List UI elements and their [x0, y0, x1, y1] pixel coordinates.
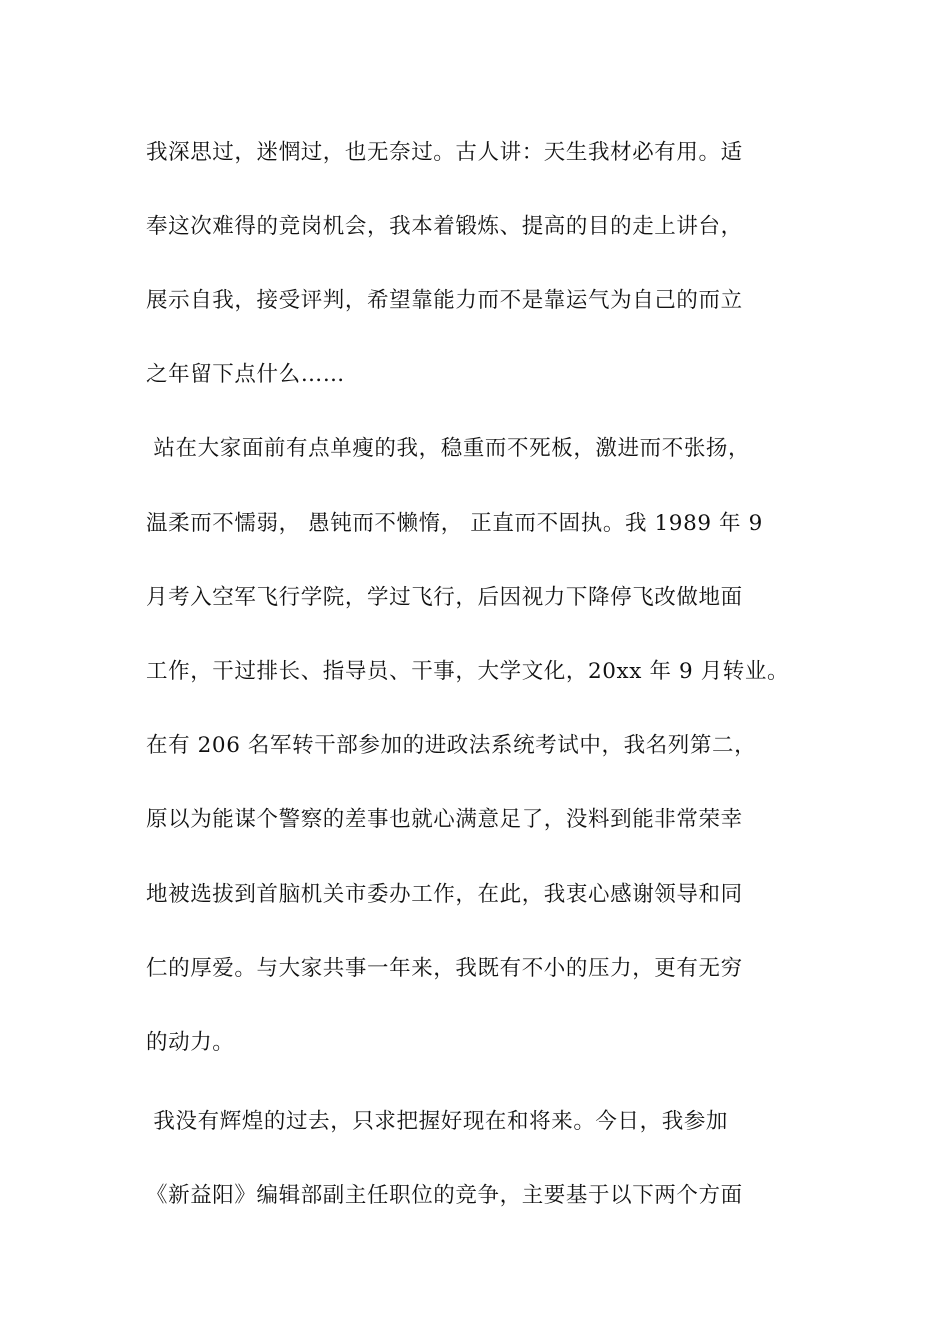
text-line: 的动力。 — [146, 1030, 235, 1055]
text-line: 奉这次难得的竞岗机会，我本着锻炼、提高的目的走上讲台， — [146, 214, 743, 239]
text-line: 温柔而不懦弱， 愚钝而不懒惰， 正直而不固执。我 1989 年 9 — [146, 511, 763, 536]
text-line: 展示自我，接受评判，希望靠能力而不是靠运气为自己的而立 — [146, 288, 743, 313]
text-line: 我没有辉煌的过去，只求把握好现在和将来。今日，我参加 — [146, 1109, 729, 1134]
text-line: 在有 206 名军转干部参加的进政法系统考试中，我名列第二， — [146, 733, 757, 758]
text-line: 《新益阳》编辑部副主任职位的竞争，主要基于以下两个方面 — [146, 1183, 743, 1208]
text-line: 之年留下点什么…… — [146, 362, 345, 387]
text-line: 地被选拔到首脑机关市委办工作，在此，我衷心感谢领导和同 — [146, 882, 743, 907]
text-line: 原以为能谋个警察的差事也就心满意足了，没料到能非常荣幸 — [146, 807, 743, 832]
text-line: 我深思过，迷惘过，也无奈过。古人讲：天生我材必有用。适 — [146, 140, 743, 165]
text-line: 站在大家面前有点单瘦的我，稳重而不死板，激进而不张扬， — [146, 436, 751, 461]
text-line: 工作，干过排长、指导员、干事，大学文化，20xx 年 9 月转业。 — [146, 659, 790, 684]
text-line: 仁的厚爱。与大家共事一年来，我既有不小的压力，更有无穷 — [146, 956, 743, 981]
text-line: 月考入空军飞行学院，学过飞行，后因视力下降停飞改做地面 — [146, 585, 743, 610]
